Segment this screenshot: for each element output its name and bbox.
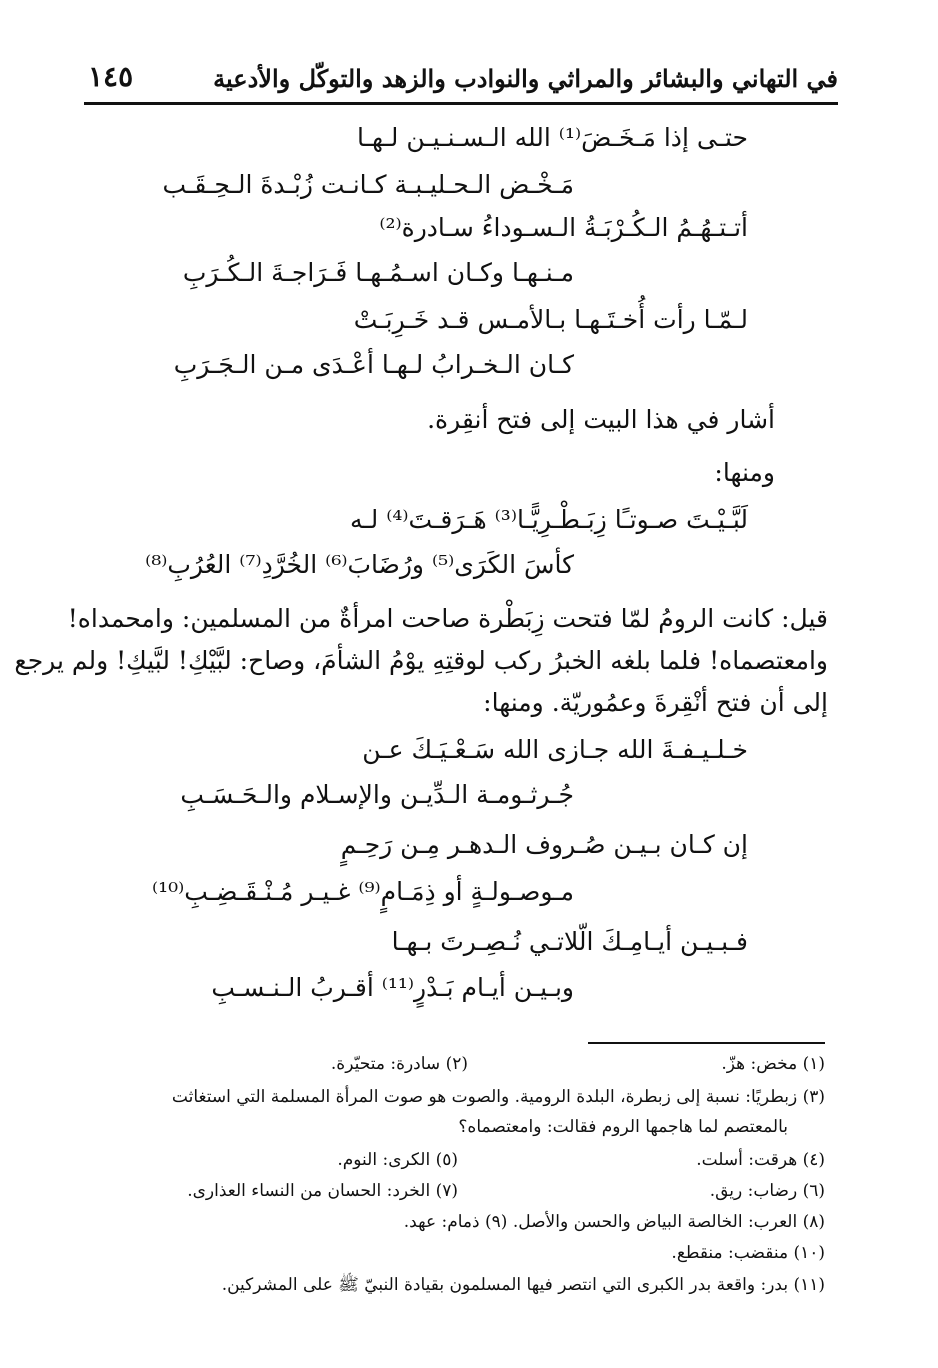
prose-line-1: قيل: كانت الرومُ لمّا فتحت زِبَطْرة صاحت امرأةٌ من المسلمين: وامحمداه! (67, 604, 828, 633)
poem3-line-5: فـبـيـن أيـامِـكَ الّلاتـي نُـصِـرتَ بـهـا (391, 927, 748, 956)
footnote-6: (٦) رضاب: ريق. (709, 1181, 825, 1201)
poem2-line-2: كأسَ الكَرَى⁽⁵⁾ ورُضَابَ⁽⁶⁾ الخُرَّدِ⁽⁷⁾ العُرُبِ⁽⁸⁾ (145, 550, 574, 579)
poem2-line-1: لَبَّـيْـتَ صـوتـًا زِبَـطْـرِيًّـا⁽³⁾ هَـرَقـتَ⁽⁴⁾ لـه (349, 505, 748, 534)
footnote-1: (١) مخض: هزّ. (721, 1054, 825, 1074)
header-rule (84, 102, 838, 105)
footnote-7: (٧) الخرد: الحسان من النساء العذارى. (187, 1181, 458, 1201)
poem3-line-1: خـلـيـفـةَ الله جـازى الله سَـعْـيَـكَ عـن (362, 735, 748, 764)
prose-line-2: وامعتصماه! فلما بلغه الخبرُ ركب لوقتِهِ يوْمُ الشأمَ، وصاح: لبَّيْكِ! لبَّيكِ! ولم يرجع (14, 646, 828, 675)
poem1-line-4: مـنـهـا وكـان اسـمُـهـا فَـرَاجـةَ الـكُـرَبِ (182, 258, 574, 287)
running-title: في التهاني والبشائر والمراثي والنوادب والزهد والتوكّل والأدعية (213, 64, 838, 93)
poem1-line-1: حتـى إذا مَـخَـضَ⁽¹⁾ الله الـسـنـيـن لـهـا (357, 123, 748, 152)
footnote-rule (588, 1042, 825, 1044)
poem3-line-4: مـوصـولـةٍ أو ذِمَـامٍ⁽⁹⁾ غـيـر مُـنْـقَـضِـبِ⁽¹⁰⁾ (151, 877, 574, 906)
poem3-line-2: جُـرثـومـة الـدِّيـن والإسـلام والـحَـسَـبِ (180, 780, 574, 809)
poem1-line-6: كـان الـخـرابُ لـهـا أعْـدَى مـن الـجَـرَبِ (173, 350, 574, 379)
poem1-line-2: مَـخْـض الـحـليـبـة كـانـت زُبْـدةَ الـحِـقَـب (162, 170, 574, 199)
footnote-11: (١١) بدر: واقعة بدر الكبرى التي انتصر فيها المسلمون بقيادة النبيّ ﷺ على المشركين. (221, 1275, 825, 1295)
commentary-line: أشار في هذا البيت إلى فتح أنقِرة. (427, 405, 775, 434)
footnote-5: (٥) الكرى: النوم. (337, 1150, 458, 1170)
poem1-line-5: لـمّـا رأت أُخـتَـهـا بـالأمـس قـد خَـرِبَـتْ (353, 305, 748, 334)
footnote-2: (٢) سادرة: متحيّرة. (330, 1054, 468, 1074)
footnote-3-line-2: بالمعتصم لما هاجمها الروم فقالت: وامعتصماه؟ (458, 1117, 788, 1137)
poem3-line-6: وبـيـن أيـام بَـدْرٍ⁽¹¹⁾ أقـربُ الـنـسـبِ (211, 973, 574, 1002)
poem3-line-3: إن كـان بـيـن صُـروف الـدهـر مِـن رَحِـمٍ (340, 830, 748, 859)
footnote-4: (٤) هرقت: أسلت. (696, 1150, 825, 1170)
footnote-8-9: (٨) العرب: الخالصة البياض والحسن والأصل. (٩) ذمام: عهد. (403, 1212, 825, 1232)
footnote-10: (١٠) منقضب: منقطع. (671, 1243, 825, 1263)
page-number: ١٤٥ (88, 60, 134, 93)
prose-line-3: إلى أن فتح أنْقِرةَ وعمُوريّة. ومنها: (483, 688, 828, 717)
intro-line: ومنها: (714, 458, 775, 487)
poem1-line-3: أتـتـهُـمُ الـكُـرْبَـةُ الـسـوداءُ سـادرة⁽²⁾ (379, 213, 748, 242)
footnote-3-line-1: (٣) زبطريًا: نسبة إلى زبطرة، البلدة الرومية. والصوت هو صوت المرأة المسلمة التي استغاثت (171, 1087, 825, 1107)
page-header (84, 52, 838, 102)
